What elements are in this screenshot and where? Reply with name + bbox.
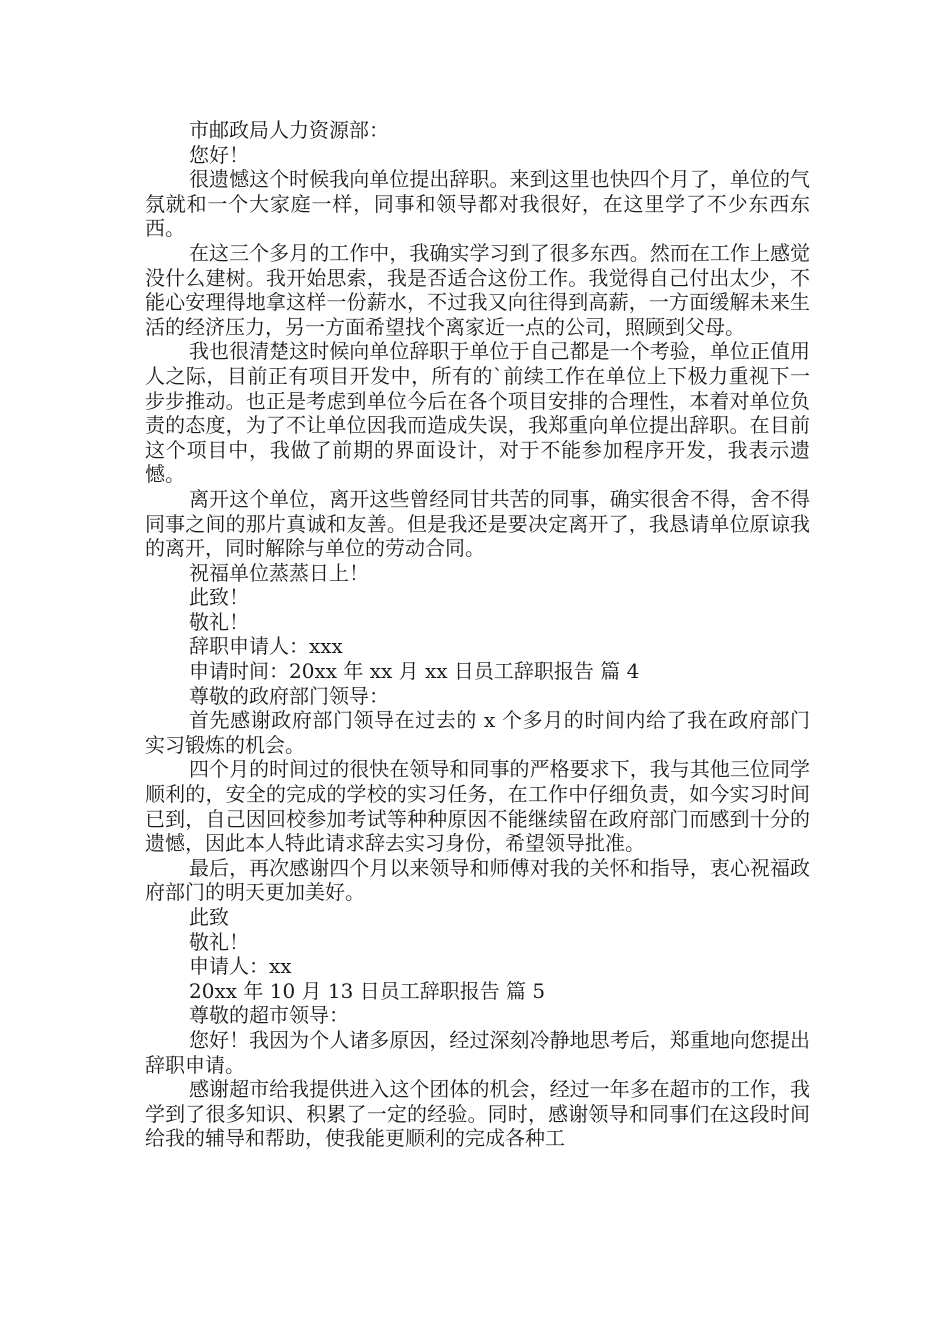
document-body: [145, 118, 810, 1151]
body-paragraph: 很遗憾这个时候我向单位提出辞职。来到这里也快四个月了，单位的气氛就和一个大家庭一样，同事和领导都对我很好，在这里学了不少东西东西。: [145, 167, 810, 241]
closing-paragraph: 此致: [189, 905, 229, 929]
body-paragraph: 我也很清楚这时候向单位辞职于单位于自己都是一个考验，单位正值用人之际，目前正有项目开发中，所有的`前续工作在单位上下极力重视下一步步推动。也正是考虑到单位今后在各个项目安排的合理性，本着对单位负责的态度，为了不让单位因我而造成失误，我郑重向单位提出辞职。在目前这个项目中，我做了前期的界面设计，对于不能参加程序开发，我表示遗憾。: [145, 339, 810, 487]
salutation-paragraph: 市邮政局人力资源部：: [189, 118, 389, 142]
greeting-paragraph: 您好！: [189, 142, 249, 167]
signature-paragraph: 申请人：xx: [189, 954, 292, 979]
signature-paragraph: 辞职申请人：xxx: [189, 634, 343, 659]
closing-paragraph: 敬礼！: [189, 609, 249, 634]
salutation-paragraph: 尊敬的超市领导：: [189, 1003, 349, 1028]
body-paragraph: 感谢超市给我提供进入这个团体的机会，经过一年多在超市的工作，我学到了很多知识、积累了一定的经验。同时，感谢领导和同事们在这段时间给我的辅导和帮助，使我能更顺利的完成各种工: [145, 1077, 810, 1151]
closing-paragraph: 祝福单位蒸蒸日上！: [189, 560, 369, 585]
body-paragraph: 最后，再次感谢四个月以来领导和师傅对我的关怀和指导，衷心祝福政府部门的明天更加美好。: [145, 855, 810, 905]
body-paragraph: 四个月的时间过的很快在领导和同事的严格要求下，我与其他三位同学顺利的，安全的完成的学校的实习任务，在工作中仔细负责，如今实习时间已到，自己因回校参加考试等种种原因不能继续留在政府部门而感到十分的遗憾，因此本人特此请求辞去实习身份，希望领导批准。: [145, 757, 810, 856]
body-paragraph: 首先感谢政府部门领导在过去的 x 个多月的时间内给了我在政府部门实习锻炼的机会。: [145, 708, 810, 757]
salutation-paragraph: 尊敬的政府部门领导：: [189, 683, 389, 708]
body-paragraph: 您好！我因为个人诸多原因，经过深刻冷静地思考后，郑重地向您提出辞职申请。: [145, 1027, 810, 1077]
date-heading-paragraph: 申请时间：20xx 年 xx 月 xx 日员工辞职报告 篇 4: [189, 659, 640, 684]
closing-paragraph: 此致！: [189, 585, 249, 610]
date-heading-paragraph: 20xx 年 10 月 13 日员工辞职报告 篇 5: [189, 978, 546, 1003]
body-paragraph: 离开这个单位，离开这些曾经同甘共苦的同事，确实很舍不得，舍不得同事之间的那片真诚和友善。但是我还是要决定离开了，我恳请单位原谅我的离开，同时解除与单位的劳动合同。: [145, 486, 810, 561]
body-paragraph: 在这三个多月的工作中，我确实学习到了很多东西。然而在工作上感觉没什么建树。我开始思索，我是否适合这份工作。我觉得自己付出太少，不能心安理得地拿这样一份薪水，不过我又向往得到高薪，一方面缓解未来生活的经济压力，另一方面希望找个离家近一点的公司，照顾到父母。: [145, 240, 810, 339]
closing-paragraph: 敬礼！: [189, 929, 249, 954]
